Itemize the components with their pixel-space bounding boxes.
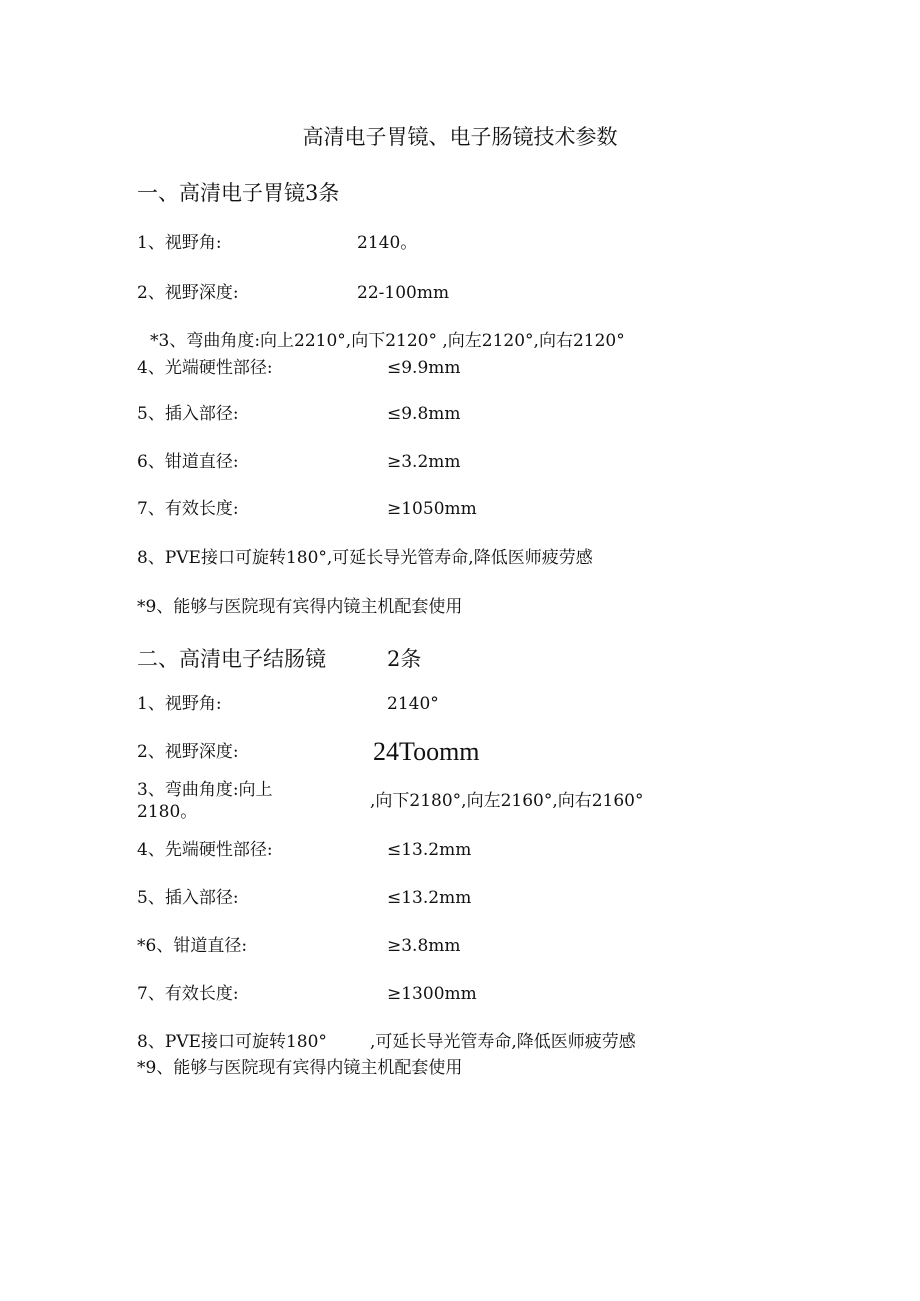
s2-item-2-value: 24Toomm	[373, 737, 480, 766]
s2-item-7-value: ≥1300mm	[387, 984, 477, 1004]
s1-item-7-label: 7、有效长度:	[137, 499, 239, 519]
section-2-heading: 二、高清电子结肠镜	[137, 647, 326, 671]
s1-item-7-value: ≥1050mm	[387, 499, 477, 519]
document-title: 高清电子胃镜、电子肠镜技术参数	[302, 125, 618, 149]
s2-item-4-label: 4、先端硬性部径:	[137, 840, 273, 860]
s2-item-8-value: ,可延长导光管寿命,降低医师疲劳感	[370, 1032, 636, 1052]
s1-item-5-label: 5、插入部径:	[137, 404, 239, 424]
s1-item-1-label: 1、视野角:	[137, 233, 222, 253]
s1-item-4-label: 4、光端硬性部径:	[137, 358, 273, 378]
s2-item-1-value: 2140°	[387, 694, 439, 714]
s1-item-1-value: 2140。	[357, 233, 418, 253]
s2-item-4-value: ≤13.2mm	[387, 840, 472, 860]
section-1-heading: 一、高清电子胃镜3条	[137, 181, 340, 205]
s2-item-1-label: 1、视野角:	[137, 694, 222, 714]
s1-item-8-text: 8、PVE接口可旋转180°,可延长导光管寿命,降低医师疲劳感	[137, 548, 593, 568]
section-2-heading-count: 2条	[387, 647, 422, 671]
s2-item-6-label: *6、钳道直径:	[137, 936, 248, 956]
s2-item-3-value: ,向下2180°,向左2160°,向右2160°	[370, 791, 644, 811]
s1-item-5-value: ≤9.8mm	[387, 404, 461, 424]
s2-item-2-label: 2、视野深度:	[137, 742, 239, 762]
s2-item-9-text: *9、能够与医院现有宾得内镜主机配套使用	[137, 1058, 463, 1078]
s1-item-2-value: 22-100mm	[357, 283, 450, 303]
s1-item-4-value: ≤9.9mm	[387, 358, 461, 378]
s2-item-5-label: 5、插入部径:	[137, 888, 239, 908]
s2-item-8-label: 8、PVE接口可旋转180°	[137, 1032, 327, 1052]
s1-item-3-text: *3、弯曲角度:向上2210°,向下2120° ,向左2120°,向右2120°	[150, 331, 625, 351]
s1-item-6-value: ≥3.2mm	[387, 452, 461, 472]
s2-item-7-label: 7、有效长度:	[137, 984, 239, 1004]
s2-item-3-label: 3、弯曲角度:向上2180。	[137, 780, 273, 822]
s1-item-6-label: 6、钳道直径:	[137, 452, 239, 472]
s1-item-2-label: 2、视野深度:	[137, 283, 239, 303]
s2-item-5-value: ≤13.2mm	[387, 888, 472, 908]
s1-item-9-text: *9、能够与医院现有宾得内镜主机配套使用	[137, 597, 463, 617]
s2-item-6-value: ≥3.8mm	[387, 936, 461, 956]
